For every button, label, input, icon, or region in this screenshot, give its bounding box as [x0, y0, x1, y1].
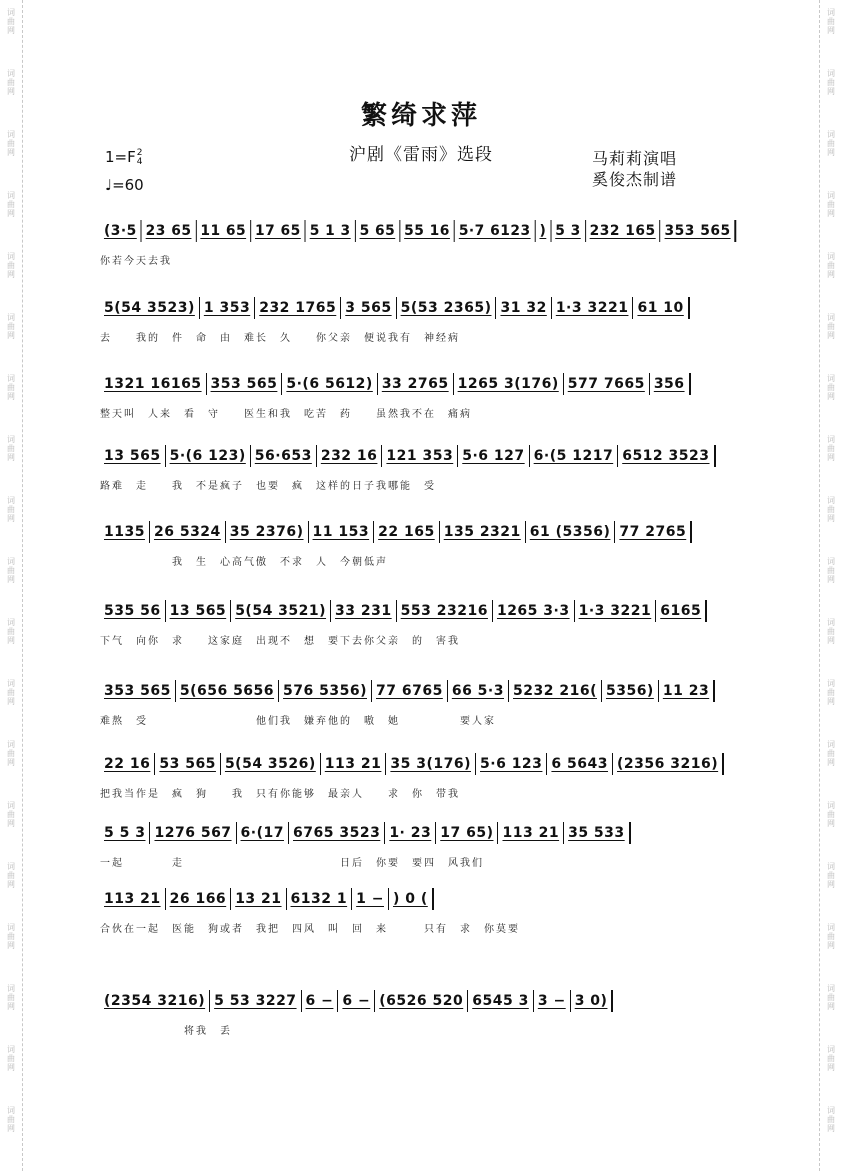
lyric-line: 合伙在一起 医能 狗或者 我把 四风 叫 回 来 只有 求 你莫要 — [100, 924, 520, 935]
watermark-label: 词 曲 网 — [827, 191, 835, 218]
song-title: 繁绮求萍 — [360, 101, 481, 131]
measure: (2354 3216) — [100, 990, 210, 1012]
measure: 353 565 — [661, 220, 737, 242]
time-signature — [137, 149, 143, 167]
watermark-label: 词 曲 网 — [827, 740, 835, 767]
right-watermark-strip — [819, 0, 842, 1171]
measure: 3 0) — [571, 990, 614, 1012]
measure: (2356 3216) — [613, 753, 724, 775]
notation-line — [100, 888, 736, 958]
watermark-label: 词 曲 网 — [827, 435, 835, 462]
watermark-label: 词 曲 网 — [7, 8, 15, 35]
notation-measures — [100, 822, 631, 844]
measure: 23 65 — [142, 220, 197, 242]
notation-line — [100, 600, 736, 670]
measure: 6·(5 1217 — [530, 445, 619, 467]
measure: 61 (5356) — [526, 521, 616, 543]
measure: 6 − — [302, 990, 339, 1012]
measure: 22 165 — [374, 521, 440, 543]
measure: 26 5324 — [150, 521, 226, 543]
measure: 1265 3·3 — [493, 600, 575, 622]
notation-measures — [100, 888, 434, 910]
measure: 6 − — [338, 990, 375, 1012]
measure: 35 533 — [564, 822, 631, 844]
measure: 31 32 — [496, 297, 551, 319]
measure: 5(54 3521) — [231, 600, 331, 622]
transcriber-credit: 奚俊杰制谱 — [592, 170, 678, 189]
measure: 5·(6 5612) — [282, 373, 377, 395]
watermark-label: 词 曲 网 — [827, 801, 835, 828]
notation-line — [100, 822, 736, 892]
lyric-line: 整天叫 人来 看 守 医生和我 吃苦 药 虽然我不在 痛病 — [100, 409, 472, 420]
measure: 6545 3 — [468, 990, 534, 1012]
measure: 5(53 2365) — [397, 297, 497, 319]
notation-line — [100, 373, 736, 443]
measure: 1·3 3221 — [575, 600, 657, 622]
notation-line — [100, 990, 736, 1060]
watermark-label: 词 曲 网 — [7, 557, 15, 584]
lyric-line: 我 生 心高气傲 不求 人 今朝低声 — [100, 557, 388, 568]
measure: 3 − — [534, 990, 571, 1012]
watermark-label: 词 曲 网 — [7, 252, 15, 279]
measure: 5356) — [602, 680, 659, 702]
watermark-label: 词 曲 网 — [7, 435, 15, 462]
measure: 3 565 — [341, 297, 396, 319]
lyric-line: 一起 走 日后 你要 要四 风我们 — [100, 858, 484, 869]
watermark-label: 词 曲 网 — [7, 801, 15, 828]
lyric-line: 路难 走 我 不是疯子 也要 疯 这样的日子我哪能 受 — [100, 481, 436, 492]
watermark-label: 词 曲 网 — [7, 191, 15, 218]
measure: 232 165 — [586, 220, 661, 242]
measure: 113 21 — [100, 888, 166, 910]
measure: 5·6 123 — [476, 753, 547, 775]
measure: 55 16 — [400, 220, 455, 242]
measure: 1 − — [352, 888, 389, 910]
watermark-label: 词 曲 网 — [827, 313, 835, 340]
measure: 6·(17 — [237, 822, 289, 844]
measure: 1 353 — [200, 297, 255, 319]
measure: 5·(6 123) — [166, 445, 251, 467]
measure: 535 56 — [100, 600, 166, 622]
notation-line — [100, 521, 736, 591]
time-signature-bottom: 4 — [136, 156, 143, 167]
watermark-label: 词 曲 网 — [7, 862, 15, 889]
measure: 5(656 5656 — [176, 680, 279, 702]
time-signature-top: 2 — [136, 147, 143, 158]
measure: 13 565 — [100, 445, 166, 467]
measure: 11 65 — [196, 220, 251, 242]
watermark-label: 词 曲 网 — [827, 8, 835, 35]
measure: 232 16 — [317, 445, 383, 467]
measure: 17 65) — [436, 822, 498, 844]
watermark-label: 词 曲 网 — [7, 679, 15, 706]
notation-measures — [100, 220, 737, 242]
measure: ) — [536, 220, 552, 242]
measure: 6765 3523 — [289, 822, 385, 844]
measure: 135 2321 — [440, 521, 526, 543]
notation-measures — [100, 600, 707, 622]
measure: (6526 520 — [375, 990, 468, 1012]
lyric-line: 难熬 受 他们我 嫌弃他的 嗷 她 要人家 — [100, 716, 496, 727]
watermark-label: 词 曲 网 — [7, 69, 15, 96]
measure: 121 353 — [382, 445, 458, 467]
watermark-label: 词 曲 网 — [827, 252, 835, 279]
measure: 66 5·3 — [448, 680, 509, 702]
watermark-label: 词 曲 网 — [7, 618, 15, 645]
measure: 77 6765 — [372, 680, 448, 702]
watermark-label: 词 曲 网 — [7, 130, 15, 157]
watermark-label: 词 曲 网 — [827, 69, 835, 96]
measure: 53 565 — [155, 753, 221, 775]
measure: 17 65 — [251, 220, 306, 242]
watermark-label: 词 曲 网 — [7, 984, 15, 1011]
measure: 5232 216( — [509, 680, 602, 702]
watermark-label: 词 曲 网 — [827, 984, 835, 1011]
measure: 1276 567 — [150, 822, 236, 844]
measure: 1·3 3221 — [552, 297, 634, 319]
measure: 353 565 — [207, 373, 283, 395]
measure: 61 10 — [633, 297, 689, 319]
watermark-label: 词 曲 网 — [827, 557, 835, 584]
measure: 577 7665 — [564, 373, 650, 395]
notation-line — [100, 753, 736, 823]
measure: 77 2765 — [615, 521, 692, 543]
measure: 11 153 — [309, 521, 375, 543]
notation-measures — [100, 297, 690, 319]
measure: 113 21 — [321, 753, 387, 775]
watermark-label: 词 曲 网 — [827, 1106, 835, 1133]
measure: (3·5 — [100, 220, 142, 242]
notation-measures — [100, 373, 691, 395]
measure: 35 2376) — [226, 521, 309, 543]
measure: 5 5 3 — [100, 822, 150, 844]
measure: 11 23 — [659, 680, 715, 702]
measure: 35 3(176) — [386, 753, 476, 775]
notation-measures — [100, 445, 716, 467]
measure: 5(54 3523) — [100, 297, 200, 319]
lyric-line: 下气 向你 求 这家庭 出现不 想 要下去你父亲 的 害我 — [100, 636, 460, 647]
watermark-label: 词 曲 网 — [7, 1045, 15, 1072]
measure: 1265 3(176) — [454, 373, 564, 395]
measure: 33 2765 — [378, 373, 454, 395]
measure: 22 16 — [100, 753, 155, 775]
measure: 1135 — [100, 521, 150, 543]
measure: 5·7 6123 — [455, 220, 536, 242]
measure: 1321 16165 — [100, 373, 207, 395]
watermark-label: 词 曲 网 — [7, 374, 15, 401]
measure: 6512 3523 — [618, 445, 715, 467]
measure: ) 0 ( — [389, 888, 434, 910]
measure: 5 53 3227 — [210, 990, 301, 1012]
notation-line — [100, 445, 736, 515]
measure: 353 565 — [100, 680, 176, 702]
measure: 13 565 — [166, 600, 232, 622]
tempo-marking: ♩=60 — [105, 176, 144, 194]
lyric-line: 去 我的 件 命 由 难长 久 你父亲 便说我有 神经病 — [100, 333, 460, 344]
watermark-label: 词 曲 网 — [827, 862, 835, 889]
key-label: 1=F — [105, 148, 136, 166]
measure: 553 23216 — [397, 600, 493, 622]
key-signature — [105, 148, 142, 167]
measure: 113 21 — [498, 822, 564, 844]
notation-line — [100, 297, 736, 367]
measure: 5 1 3 — [306, 220, 356, 242]
measure: 232 1765 — [255, 297, 341, 319]
notation-line — [100, 680, 736, 750]
measure: 6165 — [656, 600, 707, 622]
measure: 5·6 127 — [458, 445, 529, 467]
measure: 26 166 — [166, 888, 232, 910]
notation-measures — [100, 680, 715, 702]
watermark-label: 词 曲 网 — [7, 740, 15, 767]
measure: 576 5356) — [279, 680, 372, 702]
watermark-label: 词 曲 网 — [827, 679, 835, 706]
notation-line — [100, 220, 736, 290]
watermark-label: 词 曲 网 — [827, 496, 835, 523]
watermark-label: 词 曲 网 — [7, 496, 15, 523]
watermark-label: 词 曲 网 — [827, 130, 835, 157]
watermark-label: 词 曲 网 — [827, 618, 835, 645]
measure: 33 231 — [331, 600, 397, 622]
watermark-label: 词 曲 网 — [827, 1045, 835, 1072]
measure: 13 21 — [231, 888, 286, 910]
lyric-line: 将我 丢 — [100, 1026, 232, 1037]
measure: 56·653 — [251, 445, 317, 467]
watermark-label: 词 曲 网 — [7, 1106, 15, 1133]
lyric-line: 把我当作是 疯 狗 我 只有你能够 最亲人 求 你 带我 — [100, 789, 460, 800]
notation-measures — [100, 521, 692, 543]
measure: 1· 23 — [385, 822, 436, 844]
notation-measures — [100, 990, 613, 1012]
left-watermark-strip — [0, 0, 23, 1171]
watermark-label: 词 曲 网 — [827, 374, 835, 401]
song-subtitle: 沪剧《雷雨》选段 — [349, 145, 493, 165]
measure: 6132 1 — [287, 888, 353, 910]
watermark-label: 词 曲 网 — [7, 923, 15, 950]
notation-measures — [100, 753, 724, 775]
watermark-label: 词 曲 网 — [7, 313, 15, 340]
lyric-line: 你若今天去我 — [100, 256, 172, 267]
measure: 5 65 — [356, 220, 401, 242]
measure: 5(54 3526) — [221, 753, 321, 775]
measure: 5 3 — [551, 220, 585, 242]
measure: 356 — [650, 373, 691, 395]
performer-credit: 马莉莉演唱 — [592, 149, 678, 168]
measure: 6 5643 — [547, 753, 613, 775]
watermark-label: 词 曲 网 — [827, 923, 835, 950]
